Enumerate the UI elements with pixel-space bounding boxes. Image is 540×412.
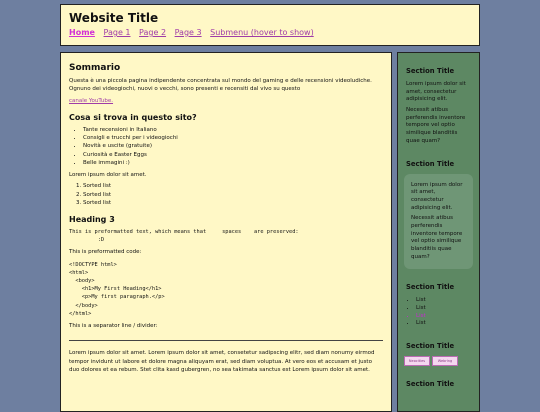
- code-block: <!DOCTYPE html> <html> <body> <h1>My First Heading</h1> <p>My first paragraph.</p> </body> </html>: [69, 261, 165, 317]
- sidebar-section-title: Section Title: [406, 380, 455, 389]
- main-nav: [69, 28, 471, 37]
- site-badge[interactable]: Neocities: [404, 356, 430, 366]
- sidebar: [397, 52, 480, 412]
- channel-line: [69, 97, 383, 105]
- intro-text: Questa è una piccola pagina indipendente concentrata sul mondo del gaming e delle recensioni videoludiche. Ognuno dei videogiochi, nuovi o vecchi, sono presenti e recensiti dal vivo su questo: [69, 78, 372, 93]
- nav-page3-link[interactable]: Page 3: [174, 28, 202, 37]
- sidebar-section-title: Section Title: [406, 159, 455, 168]
- badge-row: [404, 356, 473, 366]
- heading-3: Heading 3: [69, 215, 115, 224]
- list-item: 1. Sorted list: [83, 182, 383, 190]
- intro-paragraph: [69, 77, 383, 94]
- summary-heading: Sommario: [69, 63, 121, 73]
- sidebar-text: Necessit atibus perferendis inventore tempore vel optio similique blanditiis quae quam?: [406, 107, 466, 144]
- preformatted-text: This is preformatted text, which means that spaces are preserved: :D: [69, 229, 299, 244]
- preformatted-code-label: This is preformatted code:: [69, 249, 142, 256]
- nav-page2-link[interactable]: Page 2: [139, 28, 167, 37]
- main-content: [60, 52, 392, 412]
- list-item: • Curiosità e Easter Eggs: [83, 151, 383, 159]
- sorted-list: [69, 182, 383, 207]
- sidebar-section-title: Section Title: [406, 67, 455, 75]
- nav-submenu-link[interactable]: Submenu (hover to show): [210, 28, 314, 37]
- divider: [69, 340, 383, 341]
- list-item: • Consigli e trucchi per i videogiochi: [83, 134, 383, 142]
- list-item: • Novità e uscite (gratuite): [83, 142, 383, 150]
- sidebar-box: [404, 174, 473, 270]
- list-item: 3. Sorted list: [83, 199, 383, 207]
- list-item: • Tante recensioni in Italiano: [83, 126, 383, 134]
- site-title: Website Title: [69, 11, 159, 25]
- sidebar-list-item: • List: [416, 297, 473, 305]
- separator-label: This is a separator line / divider:: [69, 323, 158, 330]
- sidebar-list: [404, 297, 473, 328]
- list-item: 2. Sorted list: [83, 191, 383, 199]
- sidebar-list-item: • List: [416, 305, 473, 313]
- nav-page1-link[interactable]: Page 1: [103, 28, 131, 37]
- sidebar-list-item: • List: [416, 320, 473, 328]
- lorem-short: Lorem ipsum dolor sit amet.: [69, 172, 147, 178]
- sidebar-section-title: Section Title: [406, 342, 455, 351]
- sidebar-text: Lorem ipsum dolor sit amet, consectetur adipisicing elit.: [406, 81, 466, 103]
- lorem-long: Lorem ipsum dolor sit amet. Lorem ipsum dolor sit amet, consetetur sadipscing elitr, sed diam nonumy eirmod tempor invidunt ut labore et dolore magna aliquyam erat, sed diam voluptua. At vero eos et accusam et justo duo dolores et ea rebum. Stet clita kasd gubergren, no sea takimata sanctus est Lorem ipsum dolor sit amet.: [69, 350, 375, 373]
- list-item: • Belle immagini :): [83, 159, 383, 167]
- sidebar-box-text: Lorem ipsum dolor sit amet, consectetur adipisicing elit.: [411, 181, 463, 211]
- site-header: [60, 4, 480, 46]
- site-badge[interactable]: Webring: [432, 356, 458, 366]
- sidebar-box-text: Necessit atibus perferendis inventore tempore vel optio similique blanditiis quae quam?: [411, 215, 463, 260]
- sidebar-section-title: Section Title: [406, 283, 455, 292]
- nav-home-link[interactable]: Home: [69, 28, 95, 37]
- sidebar-list-item[interactable]: • List: [416, 313, 473, 321]
- youtube-channel-link[interactable]: canale YouTube.: [69, 97, 114, 104]
- contents-list: [69, 126, 383, 167]
- site-contents-heading: Cosa si trova in questo sito?: [69, 112, 197, 122]
